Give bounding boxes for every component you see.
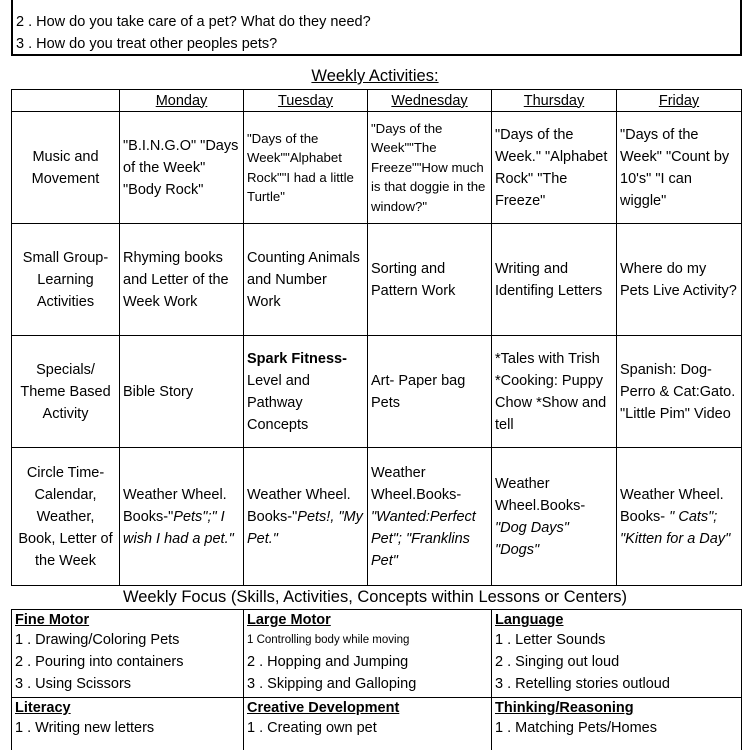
focus-cell-creative [244,698,492,750]
focus-item: 2 . Pouring into containers [15,653,184,670]
bold-label: Spark Fitness- [247,350,347,367]
activity-cell: Spanish: Dog- Perro & Cat:Gato. "Little Pim" Video [617,336,742,448]
weekly-focus-title: Weekly Focus (Skills, Activities, Concepts within Lessons or Centers) [122,588,628,606]
questions-box [11,0,742,56]
activity-row [12,448,742,586]
weekly-activities-title: Weekly Activities: [311,67,439,85]
focus-item: 1 . Drawing/Coloring Pets [15,632,180,648]
focus-heading: Large Motor [247,612,331,628]
focus-item: 1 . Creating own pet [247,720,377,736]
day-header: Tuesday [244,90,368,112]
activity-cell: Weather Wheel. Books- " Cats"; "Kitten for a Day" [617,448,742,586]
focus-item: 3 . Skipping and Galloping [247,675,417,692]
focus-cell-language [492,610,742,698]
focus-item: 2 . Singing out loud [495,653,620,670]
activity-cell: "Days of the Week." "Alphabet Rock" "The Freeze" [492,112,617,224]
focus-item: 1 . Letter Sounds [495,632,606,648]
row-label: Circle Time- Calendar, Weather, Book, Letter of the Week [12,448,120,586]
activity-cell: Counting Animals and Number Work [244,224,368,336]
focus-heading: Language [495,612,564,628]
row-label: Specials/ Theme Based Activity [12,336,120,448]
activity-cell: *Tales with Trish *Cooking: Puppy Chow *Show and tell [492,336,617,448]
focus-item: 1 . Writing new letters [15,720,155,736]
focus-heading: Creative Development [247,700,400,716]
day-header-row [12,90,742,112]
focus-cell-fine-motor [12,610,244,698]
focus-heading: Thinking/Reasoning [495,700,634,716]
activity-cell: "Days of the Week""Alphabet Rock""I had a little Turtle" [244,112,368,224]
activity-cell: Writing and Identifing Letters [492,224,617,336]
focus-cell-thinking [492,698,742,750]
focus-item: 3 . Retelling stories outloud [495,675,670,692]
focus-item: 2 . Hopping and Jumping [247,653,409,670]
row-label: Music and Movement [12,112,120,224]
day-header: Friday [617,90,742,112]
activity-cell: Bible Story [120,336,244,448]
activity-cell: "B.I.N.G.O" "Days of the Week" "Body Rock" [120,112,244,224]
focus-item: 3 . Using Scissors [15,675,132,692]
activity-cell: Weather Wheel. Books-"Pets!, "My Pet." [244,448,368,586]
focus-item: 1 . Matching Pets/Homes [495,720,657,736]
activity-cell: "Days of the Week" "Count by 10's" "I can wiggle" [617,112,742,224]
activity-cell: Weather Wheel. Books-"Pets";" I wish I had a pet." [120,448,244,586]
focus-row [12,698,742,750]
activity-cell: Rhyming books and Letter of the Week Work [120,224,244,336]
activity-cell: "Days of the Week""The Freeze""How much is that doggie in the window?" [368,112,492,224]
activity-row [12,112,742,224]
activity-cell: Spark Fitness- Level and Pathway Concepts [244,336,368,448]
question-3: 3 . How do you treat other peoples pets? [16,36,278,52]
activity-cell: Where do my Pets Live Activity? [617,224,742,336]
activity-cell: Sorting and Pattern Work [368,224,492,336]
focus-cell-large-motor [244,610,492,698]
focus-heading: Literacy [15,700,71,716]
question-1 [16,0,236,1]
activity-cell: Weather Wheel.Books- "Wanted:Perfect Pet"; "Franklins Pet" [368,448,492,586]
row-label: Small Group- Learning Activities [12,224,120,336]
day-header: Monday [120,90,244,112]
day-header: Wednesday [368,90,492,112]
question-2: 2 . How do you take care of a pet? What do they need? [16,14,371,30]
focus-cell-literacy [12,698,244,750]
activity-row [12,224,742,336]
weekly-activities-table [11,89,742,586]
activity-cell: Weather Wheel.Books- "Dog Days" "Dogs" [492,448,617,586]
activity-cell: Art- Paper bag Pets [368,336,492,448]
focus-heading: Fine Motor [15,612,90,628]
focus-item: 1 Controlling body while moving [247,634,410,646]
activity-row [12,336,742,448]
day-header: Thursday [492,90,617,112]
corner-cell [12,90,120,112]
weekly-focus-table [11,609,742,750]
focus-row [12,610,742,698]
